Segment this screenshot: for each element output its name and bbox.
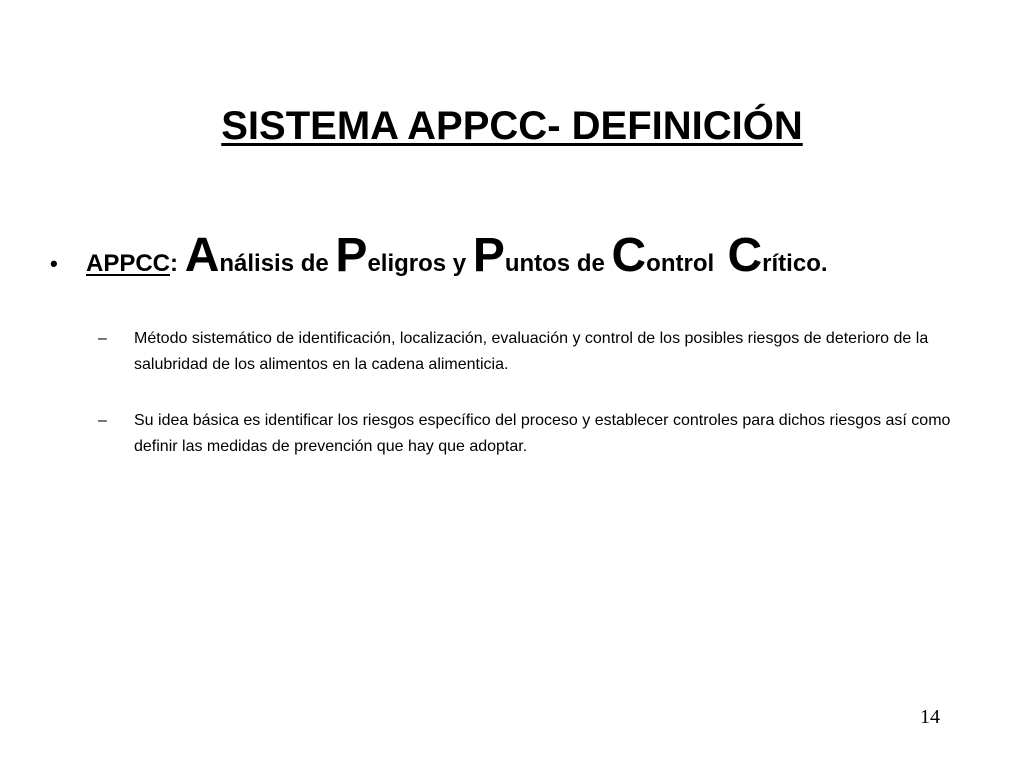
dash-marker: – — [98, 330, 107, 347]
acronym-letter-p1: P — [335, 229, 368, 282]
acronym-letter-c2: C — [727, 229, 763, 282]
sub-item-text: Método sistemático de identificación, localización, evaluación y control de los posibles riesgos de deterioro de la salubridad de los alimentos en la cadena alimenticia. — [134, 330, 929, 373]
dash-marker: – — [98, 412, 107, 429]
acronym-label: APPCC — [86, 250, 171, 277]
bullet-marker: • — [50, 251, 58, 276]
sub-bullet-list — [98, 326, 988, 490]
main-bullet — [50, 229, 990, 282]
acronym-word-control: ontrol — [646, 250, 728, 277]
acronym-letter-a: A — [184, 229, 220, 282]
acronym-letter-c1: C — [611, 229, 647, 282]
acronym-colon: : — [170, 250, 179, 277]
sub-item-text: Su idea básica es identificar los riesgos específico del proceso y establecer controles para dichos riesgos así como definir las medidas de prevención que hay que adoptar. — [134, 412, 951, 455]
acronym-word-analisis: nálisis de — [219, 250, 336, 277]
list-item — [98, 326, 988, 378]
acronym-word-puntos: untos de — [504, 250, 612, 277]
slide-title: SISTEMA APPCC- DEFINICIÓN — [221, 104, 803, 148]
acronym-word-critico: rítico. — [762, 250, 828, 277]
list-item — [98, 408, 988, 460]
page-number: 14 — [920, 706, 940, 728]
acronym-word-peligros: eligros y — [367, 250, 473, 277]
acronym-letter-p2: P — [472, 229, 505, 282]
